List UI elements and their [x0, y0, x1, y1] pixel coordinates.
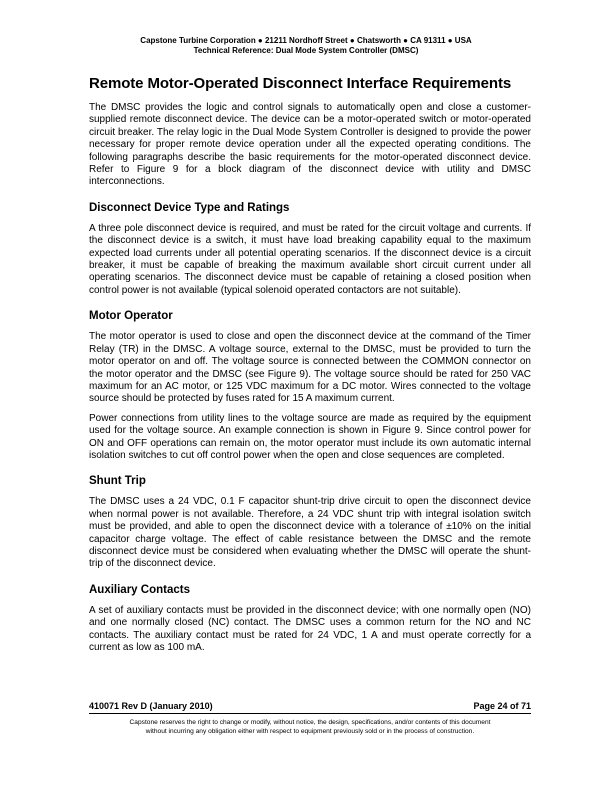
paragraph-motor-operator-1: The motor operator is used to close and open the disconnect device at the command of the Timer Relay (TR) in the DMSC. A voltage source, external to the DMSC, must be provided to turn the motor operator on and off. The voltage source is connected between the COMMON connector on the motor operator and the DMSC (see Figure 9). The voltage source should be rated for 250 VAC maximum for an AC motor, or 125 VDC maximum for a DC motor. Wires connected to the voltage source should be protected by fuses rated for 15 A maximum current. [89, 331, 531, 405]
document-id: 410071 Rev D (January 2010) [89, 701, 213, 711]
subsection-title-shunt-trip: Shunt Trip [89, 475, 146, 488]
footer-rule-row [89, 701, 531, 714]
page-header [0, 36, 612, 56]
paragraph-auxiliary-contacts: A set of auxiliary contacts must be provided in the disconnect device; with one normally open (NO) and one normally closed (NC) contact. The DMSC uses a common return for the NO and NC contacts. The auxiliary contact must be rated for 24 VDC, 1 A and must operate correctly for a current as low as 100 mA. [89, 604, 531, 653]
paragraph-shunt-trip: The DMSC uses a 24 VDC, 0.1 F capacitor shunt-trip drive circuit to open the disconnect device when normal power is not available. Therefore, a 24 VDC shunt trip with integral isolation switch must be provided, and able to open the disconnect device with a tolerance of ±10% on the initial capacitor charge voltage. The effect of cable resistance between the DMSC and the remote disconnect device must be considered when evaluating whether the DMSC will operate the shunt-trip of the disconnect device. [89, 496, 531, 570]
disclaimer-line-2: without incurring any obligation either with respect to equipment previously sold or in the process of construction. [145, 727, 475, 735]
subsection-title-auxiliary-contacts: Auxiliary Contacts [89, 583, 190, 596]
subsection-title-motor-operator: Motor Operator [89, 310, 173, 323]
section-title: Remote Motor-Operated Disconnect Interface Requirements [89, 75, 512, 92]
subsection-title-device-type: Disconnect Device Type and Ratings [89, 201, 290, 214]
section-intro: The DMSC provides the logic and control signals to automatically open and close a customer-supplied remote disconnect device. The device can be a motor-operated switch or motor-operated circuit breaker. The relay logic in the Dual Mode System Controller is designed to provide the power necessary for proper remote device operation under all the expected operating conditions. The following paragraphs describe the basic requirements for the motor-operated disconnect device. Refer to Figure 9 for a block diagram of the disconnect device with utility and DMSC interconnections. [89, 102, 531, 188]
page-number: Page 24 of 71 [473, 701, 531, 711]
page-footer [89, 701, 531, 736]
footer-disclaimer [89, 719, 531, 736]
disclaimer-line-1: Capstone reserves the right to change or modify, without notice, the design, specifications, and/or contents of this document [129, 719, 491, 726]
company-address: Capstone Turbine Corporation ● 21211 Nordhoff Street ● Chatsworth ● CA 91311 ● USA [140, 36, 472, 45]
paragraph-device-type: A three pole disconnect device is required, and must be rated for the circuit voltage and currents. If the disconnect device is a switch, it must have load breaking capability equal to the maximum expected load currents under all potential operating scenarios. If the disconnect device is a circuit breaker, it must be capable of breaking the maximum available short circuit current under all operating scenarios. The disconnect device must be capable of retaining a closed position when control power is not available (typical solenoid operated contactors are not suitable). [89, 222, 531, 296]
paragraph-motor-operator-2: Power connections from utility lines to the voltage source are made as required by the equipment used for the voltage source. An example connection is shown in Figure 9. Since control power for ON and OFF operations can remain on, the motor operator must include its own automatic internal isolation switches to cut off control power when the open and close sequences are completed. [89, 412, 531, 461]
document-reference: Technical Reference: Dual Mode System Controller (DMSC) [193, 46, 419, 55]
document-body [89, 74, 531, 661]
